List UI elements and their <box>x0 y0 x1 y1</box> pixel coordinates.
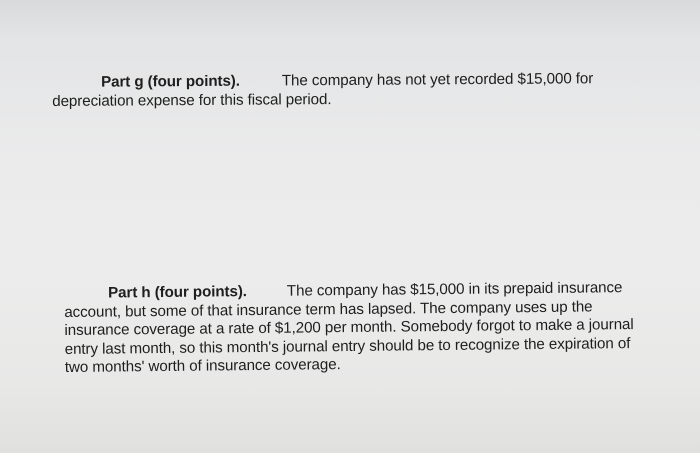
part-g-heading: Part g (four points). <box>100 72 240 91</box>
part-h-line-3: insurance coverage at a rate of $1,200 per month. Somebody forgot to make a journal <box>64 316 634 339</box>
part-g-text-1: The company has not yet recorded $15,000 for <box>281 70 594 90</box>
part-h-heading: Part h (four points). <box>107 283 247 302</box>
part-h-line-2: account, but some of that insurance term has lapsed. The company uses up the <box>64 297 593 321</box>
part-h-paragraph <box>64 279 634 377</box>
part-g-paragraph <box>52 70 593 111</box>
part-h-line-4: entry last month, so this month's journal entry should be to recognize the expiration of <box>64 334 631 358</box>
part-g-line-2: depreciation expense for this fiscal period. <box>52 90 332 110</box>
part-h-text-1: The company has $15,000 in its prepaid insurance <box>286 279 623 300</box>
part-h-line-5: two months' worth of insurance coverage. <box>64 356 341 376</box>
part-g-line-1 <box>52 70 593 92</box>
